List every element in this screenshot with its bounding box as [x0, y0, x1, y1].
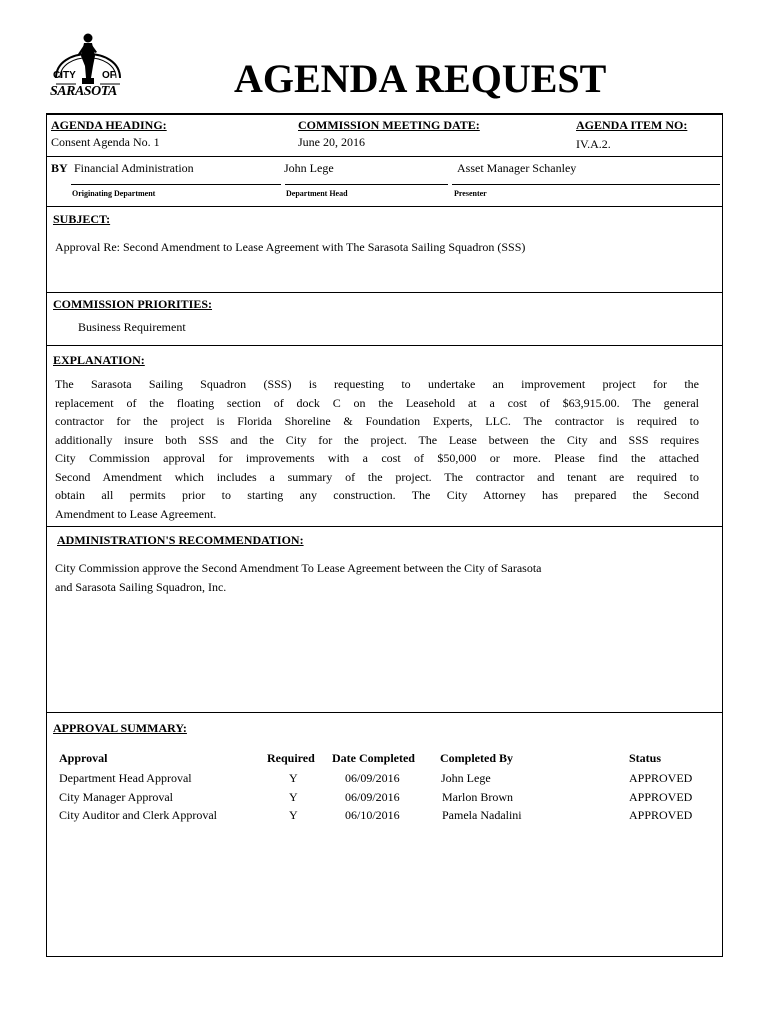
explanation-text [55, 375, 699, 523]
approval-summary-label: APPROVAL SUMMARY: [53, 721, 187, 735]
explanation-line: additionally insure both SSS and the City for the project. The Lease between the City and SSS requires [55, 432, 699, 447]
logo-city-name: SARASOTA [50, 84, 117, 99]
originating-department-value: Financial Administration [74, 161, 194, 175]
status-header: Status [629, 751, 662, 765]
agenda-item-no-label: AGENDA ITEM NO: [576, 118, 688, 132]
table-row-approval: City Manager Approval [59, 790, 173, 804]
originating-department-caption: Originating Department [72, 189, 156, 198]
subject-text: Approval Re: Second Amendment to Lease Agreement with The Sarasota Sailing Squadron (SSS) [55, 240, 526, 254]
recommendation-line-1: City Commission approve the Second Amendment To Lease Agreement between the City of Sarasota [55, 561, 542, 575]
table-row-required: Y [289, 808, 298, 822]
explanation-line: Second Amendment which includes a summary of the project. The contractor and tenant are required to [55, 469, 699, 484]
table-row-completed-by: Pamela Nadalini [442, 808, 522, 822]
explanation-line: City Commission approval for improvements with a cost of $50,000 or more. Please find the attached [55, 451, 699, 465]
presenter-value: Asset Manager Schanley [457, 161, 577, 175]
table-row-approval: Department Head Approval [59, 771, 192, 785]
table-row-status: APPROVED [629, 790, 693, 804]
table-row-date: 06/09/2016 [345, 790, 400, 804]
subject-label: SUBJECT: [53, 212, 111, 226]
agenda-item-no-value: IV.A.2. [576, 137, 611, 151]
recommendation-label: ADMINISTRATION'S RECOMMENDATION: [57, 533, 304, 547]
department-head-caption: Department Head [286, 189, 348, 198]
explanation-line: obtain all permits prior to starting any construction. The City Attorney has prepared the Second [55, 488, 699, 502]
table-row-required: Y [289, 790, 298, 804]
commission-priorities-text: Business Requirement [78, 320, 186, 334]
table-row-date: 06/09/2016 [345, 771, 400, 785]
table-row-completed-by: Marlon Brown [442, 790, 513, 804]
table-row-status: APPROVED [629, 808, 693, 822]
table-row-approval: City Auditor and Clerk Approval [59, 808, 217, 822]
department-head-underline [285, 184, 448, 185]
agenda-heading-value: Consent Agenda No. 1 [51, 135, 160, 149]
by-label: BY [51, 161, 68, 175]
city-logo [50, 24, 126, 106]
presenter-underline [452, 184, 720, 185]
table-row-status: APPROVED [629, 771, 693, 785]
approval-summary-section [46, 712, 723, 957]
recommendation-line-2: and Sarasota Sailing Squadron, Inc. [55, 580, 227, 594]
table-row-date: 06/10/2016 [345, 808, 400, 822]
meeting-date-label: COMMISSION MEETING DATE: [298, 118, 480, 132]
explanation-line: The Sarasota Sailing Squadron (SSS) is requesting to undertake an improvement project for the [55, 377, 699, 391]
explanation-label: EXPLANATION: [53, 353, 145, 367]
agenda-heading-label: AGENDA HEADING: [51, 118, 167, 132]
required-header: Required [267, 751, 315, 765]
logo-city-label: CITY [53, 70, 76, 81]
table-row-completed-by: John Lege [441, 771, 491, 785]
commission-priorities-label: COMMISSION PRIORITIES: [53, 297, 213, 311]
page-title: AGENDA REQUEST [234, 56, 607, 101]
presenter-caption: Presenter [454, 189, 487, 198]
explanation-line: contractor for the project is Florida Shoreline & Foundation Experts, LLC. The contractor is required to [55, 414, 699, 428]
explanation-line: Amendment to Lease Agreement. [55, 506, 217, 521]
recommendation-section [46, 526, 723, 713]
approval-header: Approval [59, 751, 108, 765]
meeting-date-value: June 20, 2016 [298, 135, 365, 149]
department-underline [71, 184, 281, 185]
completed-by-header: Completed By [440, 751, 513, 765]
logo-of-label: OF [102, 70, 116, 81]
date-completed-header: Date Completed [332, 751, 415, 765]
table-row-required: Y [289, 771, 298, 785]
department-head-value: John Lege [284, 161, 334, 175]
explanation-line: replacement of the floating section of dock C on the Leasehold at a cost of $63,915.00. The general [55, 395, 699, 410]
